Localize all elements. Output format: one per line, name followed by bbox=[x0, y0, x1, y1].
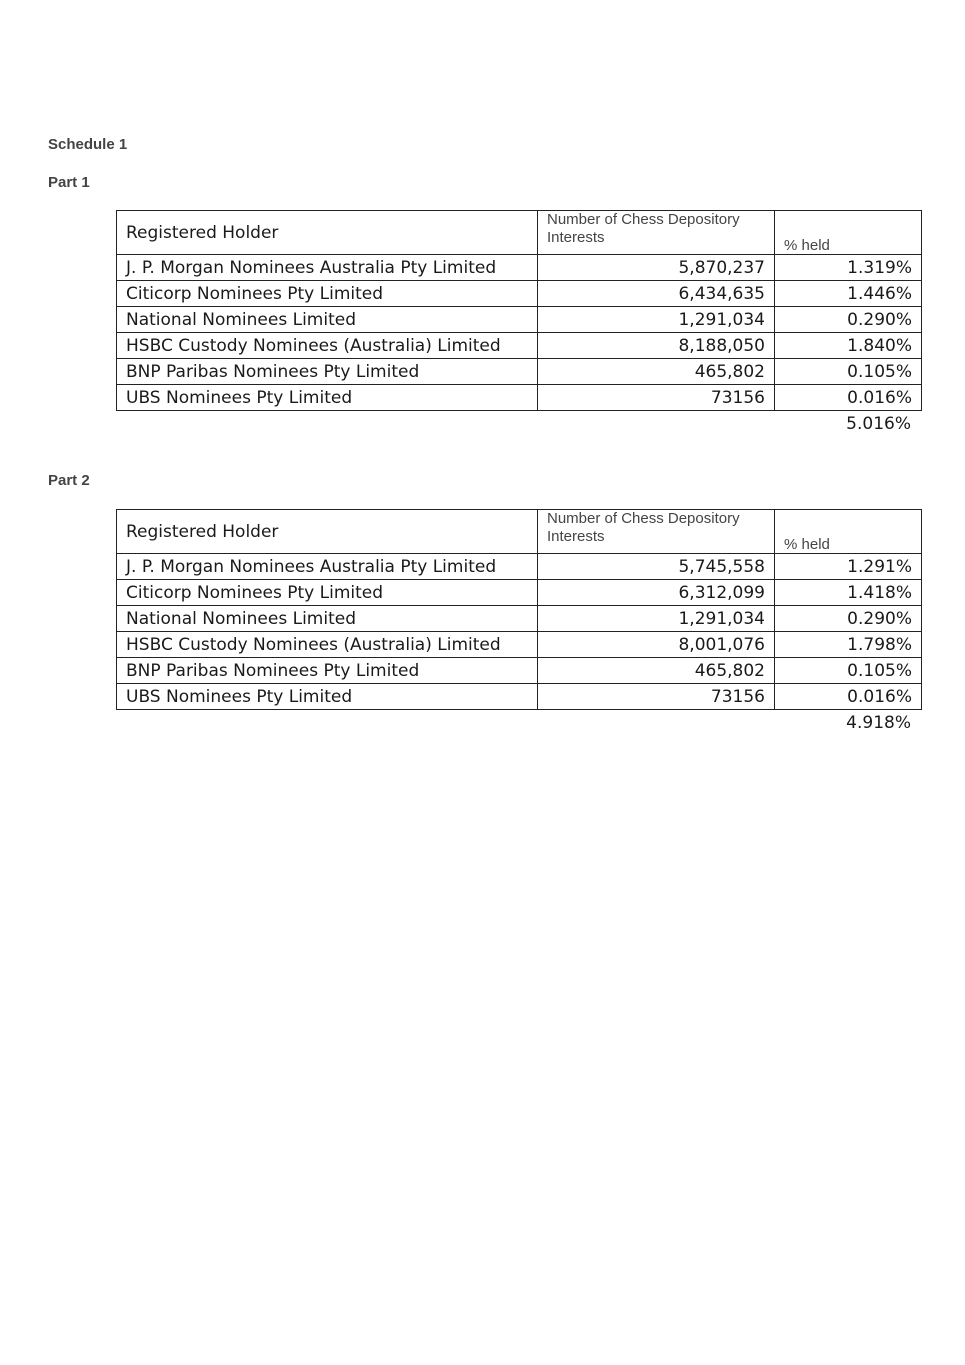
percent-held-cell: 0.105% bbox=[775, 359, 922, 385]
table-header-row bbox=[117, 510, 922, 554]
cdi-count-cell: 8,001,076 bbox=[538, 632, 775, 658]
holder-name-cell: UBS Nominees Pty Limited bbox=[117, 385, 538, 411]
percent-held-cell: 1.319% bbox=[775, 255, 922, 281]
column-header-percent-held: % held bbox=[775, 510, 922, 554]
table-row bbox=[117, 385, 922, 411]
schedule-title: Schedule 1 bbox=[48, 136, 128, 153]
column-header-registered-holder: Registered Holder bbox=[117, 510, 538, 554]
table-header-row bbox=[117, 211, 922, 255]
part1-section bbox=[116, 210, 921, 434]
percent-held-cell: 0.016% bbox=[775, 385, 922, 411]
cdi-count-cell: 465,802 bbox=[538, 359, 775, 385]
column-header-cdi-count: Number of Chess Depository Interests bbox=[538, 211, 775, 255]
holder-name-cell: HSBC Custody Nominees (Australia) Limited bbox=[117, 632, 538, 658]
table-row bbox=[117, 606, 922, 632]
column-header-percent-held: % held bbox=[775, 211, 922, 255]
column-header-cdi-count: Number of Chess Depository Interests bbox=[538, 510, 775, 554]
cdi-count-cell: 1,291,034 bbox=[538, 606, 775, 632]
table-row bbox=[117, 359, 922, 385]
percent-held-cell: 1.840% bbox=[775, 333, 922, 359]
table-row bbox=[117, 554, 922, 580]
holder-name-cell: National Nominees Limited bbox=[117, 307, 538, 333]
cdi-count-cell: 73156 bbox=[538, 385, 775, 411]
cdi-count-cell: 6,434,635 bbox=[538, 281, 775, 307]
percent-held-cell: 1.291% bbox=[775, 554, 922, 580]
holder-name-cell: Citicorp Nominees Pty Limited bbox=[117, 281, 538, 307]
part1-total-percent: 5.016% bbox=[846, 414, 911, 434]
cdi-count-cell: 1,291,034 bbox=[538, 307, 775, 333]
table-row bbox=[117, 580, 922, 606]
cdi-count-cell: 5,745,558 bbox=[538, 554, 775, 580]
holder-name-cell: HSBC Custody Nominees (Australia) Limited bbox=[117, 333, 538, 359]
cdi-count-cell: 465,802 bbox=[538, 658, 775, 684]
holder-name-cell: UBS Nominees Pty Limited bbox=[117, 684, 538, 710]
part2-holdings-table bbox=[116, 509, 922, 710]
table-row bbox=[117, 307, 922, 333]
holder-name-cell: BNP Paribas Nominees Pty Limited bbox=[117, 359, 538, 385]
percent-held-cell: 0.016% bbox=[775, 684, 922, 710]
part2-total-percent: 4.918% bbox=[846, 713, 911, 733]
part1-holdings-table bbox=[116, 210, 922, 411]
table-row bbox=[117, 281, 922, 307]
column-header-registered-holder: Registered Holder bbox=[117, 211, 538, 255]
table-row bbox=[117, 333, 922, 359]
table-row bbox=[117, 255, 922, 281]
table-row bbox=[117, 684, 922, 710]
holder-name-cell: BNP Paribas Nominees Pty Limited bbox=[117, 658, 538, 684]
cdi-count-cell: 6,312,099 bbox=[538, 580, 775, 606]
cdi-count-cell: 5,870,237 bbox=[538, 255, 775, 281]
percent-held-cell: 0.290% bbox=[775, 307, 922, 333]
percent-held-cell: 0.290% bbox=[775, 606, 922, 632]
percent-held-cell: 1.446% bbox=[775, 281, 922, 307]
table-row bbox=[117, 632, 922, 658]
cdi-count-cell: 8,188,050 bbox=[538, 333, 775, 359]
percent-held-cell: 1.418% bbox=[775, 580, 922, 606]
holder-name-cell: National Nominees Limited bbox=[117, 606, 538, 632]
holder-name-cell: J. P. Morgan Nominees Australia Pty Limited bbox=[117, 255, 538, 281]
part1-title: Part 1 bbox=[48, 174, 90, 191]
percent-held-cell: 1.798% bbox=[775, 632, 922, 658]
table-row bbox=[117, 658, 922, 684]
holder-name-cell: Citicorp Nominees Pty Limited bbox=[117, 580, 538, 606]
holder-name-cell: J. P. Morgan Nominees Australia Pty Limited bbox=[117, 554, 538, 580]
part2-section bbox=[116, 509, 921, 733]
cdi-count-cell: 73156 bbox=[538, 684, 775, 710]
percent-held-cell: 0.105% bbox=[775, 658, 922, 684]
part2-title: Part 2 bbox=[48, 472, 90, 489]
